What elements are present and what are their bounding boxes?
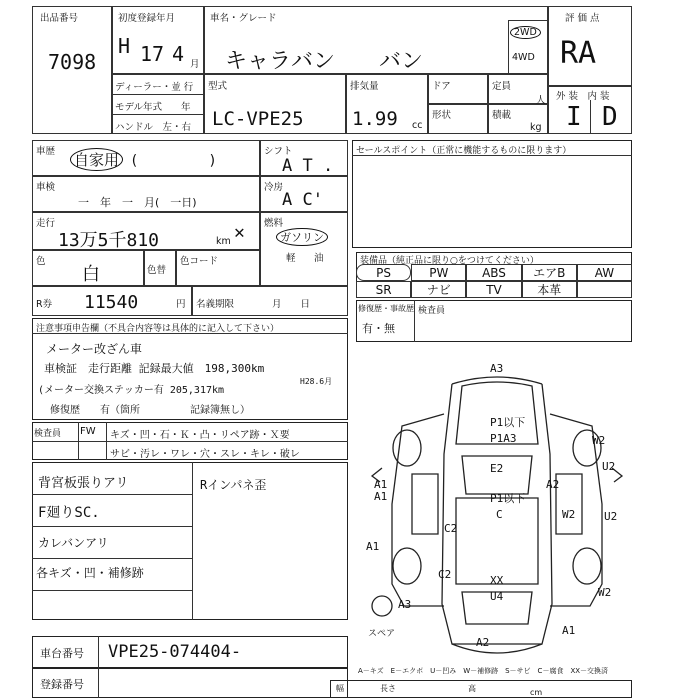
inspection-label: 検査員 <box>34 429 62 439</box>
handle-label: ハンドル 左・右 <box>115 122 192 133</box>
lot-value: 7098 <box>48 50 97 74</box>
inspector-note-1: 背宮板張りアリ <box>38 476 129 491</box>
diagram-mark-u2-1: U2 <box>602 460 616 473</box>
diagram-mark-u2-2: U2 <box>604 510 618 523</box>
diagram-legend: A－キズ E－エクボ U－凹み W－補修跡 S－サビ C－腐食 XX－交換済 <box>358 667 609 675</box>
fuel-diesel: 油 <box>314 253 324 264</box>
notes-label: 注意事項申告欄（不具合内容等は具体的に記入して下さい） <box>36 324 280 334</box>
diagram-mark-c: C <box>496 508 503 521</box>
notes-line2: 車検証 走行距離 記録最大値 198,300km <box>44 362 265 375</box>
diagram-mark-a1-3: A1 <box>374 478 388 491</box>
diagram-mark-spare: スペア <box>368 629 396 639</box>
shape-label: 形状 <box>432 110 452 121</box>
recycle-value: 11540 <box>84 292 139 313</box>
model-value: キャラバン バン <box>225 49 424 74</box>
shift-value: A T . <box>282 156 334 176</box>
diagram-mark-a1-bottom: A1 <box>562 624 576 637</box>
shift-label: シフト <box>264 146 293 157</box>
category-paren: ( ) <box>130 153 217 169</box>
type-value: LC-VPE25 <box>212 108 304 130</box>
equipment-sr: SR <box>356 281 411 298</box>
model-year-label: モデル年式 年 <box>115 102 191 113</box>
drive-2wd: 2WD <box>510 26 541 39</box>
inspection-fw: FW <box>80 426 96 437</box>
notes-line2b: H28.6月 <box>300 377 333 386</box>
diagram-mark-p1-2: P1A3 <box>490 432 517 445</box>
equipment-aw: AW <box>577 264 632 281</box>
inspection-opts1: キズ・凹・石・Ｋ・凸・リペア跡・Ｘ要 <box>110 430 290 441</box>
equipment-ps: PS <box>356 264 411 281</box>
diagram-mark-w2-2: W2 <box>562 508 576 521</box>
equipment-blank <box>577 281 632 298</box>
displacement-value: 1.99 <box>352 108 398 130</box>
drive-4wd: 4WD <box>512 52 535 63</box>
diagram-mark-a2-bottom: A2 <box>476 636 490 649</box>
notes-line4: 修復歴 有（箇所 記録簿無し） <box>50 405 250 416</box>
footer-dims <box>330 680 632 698</box>
type-label: 型式 <box>208 81 228 92</box>
inspector-note-3: カレバンアリ <box>38 536 109 550</box>
color-change-label: 色替 <box>147 265 167 276</box>
inspection-label: 車検 <box>36 182 56 193</box>
period-label: 名義期限 月 日 <box>196 299 311 310</box>
equipment-grid <box>356 264 632 298</box>
ac-label: 冷房 <box>264 182 284 193</box>
mileage-unit: km <box>216 236 231 247</box>
equipment-tv: TV <box>466 281 521 298</box>
color-code-label: 色コード <box>180 256 219 267</box>
mileage-mark: ✕ <box>234 222 245 243</box>
fuel-light: 軽 <box>286 253 296 264</box>
footer-height-label: 高 <box>468 684 476 693</box>
color-value: 白 <box>82 264 100 285</box>
diagram-mark-c2-1: C2 <box>444 522 458 535</box>
equipment-pw: PW <box>411 264 466 281</box>
mileage-value: 13万5千810 <box>58 230 160 251</box>
inspector-note-right: Rインパネ歪 <box>200 478 267 492</box>
chassis-label: 車台番号 <box>40 647 84 660</box>
int-value: D <box>602 102 618 132</box>
diagram-mark-a3-bottom: A3 <box>398 598 412 611</box>
ext-value: I <box>566 102 582 132</box>
equipment-leather: 本革 <box>522 281 577 298</box>
first-reg-era: H <box>118 34 131 58</box>
capacity-label: 定員 <box>492 81 512 92</box>
diagram-mark-e2: E2 <box>490 462 504 475</box>
equipment-abs: ABS <box>466 264 521 281</box>
equipment-airbag: エアB <box>522 264 577 281</box>
category-label: 車歴 <box>36 146 56 157</box>
equipment-navi: ナビ <box>411 281 466 298</box>
diagram-mark-a1-2: A1 <box>366 540 380 553</box>
footer-length-label: 長さ <box>380 684 396 693</box>
inspector-note-4: 各キズ・凹・補修跡 <box>36 566 144 580</box>
displacement-label: 排気量 <box>350 81 379 92</box>
diagram-mark-u4: U4 <box>490 590 504 603</box>
first-reg-month: 4 <box>172 42 185 66</box>
lot-label: 出品番号 <box>40 13 79 24</box>
ac-value: A C' <box>282 190 323 210</box>
diagram-mark-c2-2: C2 <box>438 568 452 581</box>
sales-points-label: セールスポイント（正常に機能するものに限ります） <box>356 146 572 156</box>
diagram-mark-w2: W2 <box>598 586 612 599</box>
door-label: ドア <box>432 81 451 92</box>
fuel-label: 燃料 <box>264 218 284 229</box>
model-label: 車名・グレード <box>210 13 277 24</box>
history-label: 修復歴・事故歴 <box>358 304 414 313</box>
inspector-note-2: F廻りSC. <box>38 505 100 521</box>
diagram-mark-p1-3: P1以下 <box>490 492 526 505</box>
inspection-value: 一 年 一 月( 一日) <box>78 196 197 209</box>
diagram-mark-a1-1: A1 <box>374 490 388 503</box>
displacement-unit: cc <box>412 120 423 131</box>
diagram-mark-a2: A2 <box>546 478 560 491</box>
history-seller-label: 検査員 <box>418 306 446 316</box>
recycle-label: R券 <box>36 299 53 310</box>
history-value: 有・無 <box>362 322 395 335</box>
dealer-label: ディーラー・並 行 <box>115 82 194 93</box>
car-damage-diagram <box>352 344 642 674</box>
category-value: 自家用 <box>70 148 123 171</box>
diagram-mark-xx: XX <box>490 574 504 587</box>
sales-points-section <box>352 140 632 248</box>
registration-label: 登録番号 <box>40 678 84 691</box>
notes-line1: メーター改ざん車 <box>46 342 143 356</box>
load-unit: kg <box>530 122 542 133</box>
load-label: 積載 <box>492 110 512 121</box>
capacity-unit: 人 <box>536 95 546 106</box>
diagram-mark-p1-1: P1以下 <box>490 416 526 429</box>
first-reg-month-unit: 月 <box>190 59 200 70</box>
footer-width-label: 幅 <box>336 684 344 693</box>
grade-label: 評 価 点 <box>565 13 600 24</box>
color-label: 色 <box>36 256 46 267</box>
grade-value: RA <box>560 36 597 71</box>
mileage-label: 走行 <box>36 218 56 229</box>
fuel-value: ガソリン <box>276 228 328 246</box>
equipment-label: 装備品（純正品に限り○をつけてください） <box>360 256 539 266</box>
first-reg-year: 17 <box>140 42 165 66</box>
recycle-unit: 円 <box>176 299 186 310</box>
notes-line3: (メーター交換ステッカー有 205,317km <box>38 385 225 396</box>
first-reg-label: 初度登録年月 <box>118 13 176 24</box>
ext-int-label: 外 装 内 装 <box>556 91 610 102</box>
chassis-value: VPE25-074404- <box>108 642 242 662</box>
diagram-mark-a3-top: A3 <box>490 362 504 375</box>
footer-cm: cm <box>530 688 543 697</box>
inspection-opts2: サビ・汚レ・ワレ・穴・スレ・キレ・破レ <box>110 449 300 460</box>
diagram-mark-w2-3: W2 <box>592 434 606 447</box>
